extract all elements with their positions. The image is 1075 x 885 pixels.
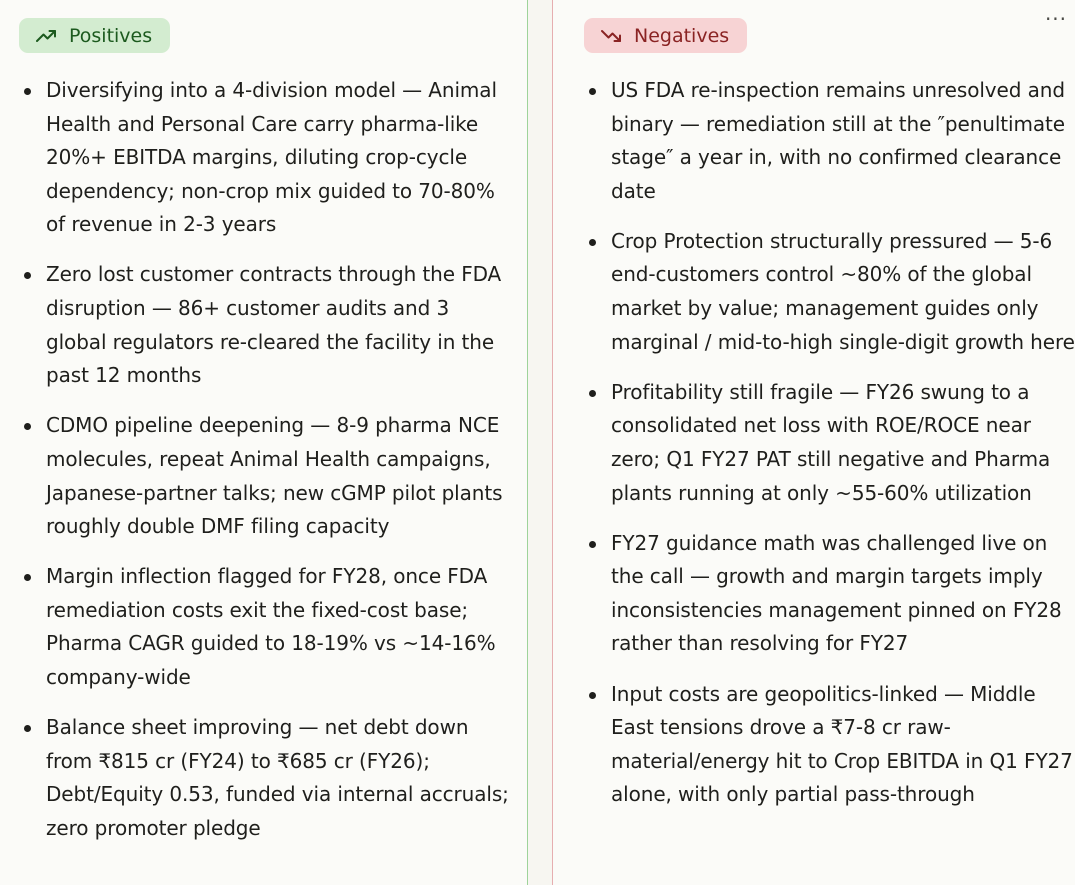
list-item (553, 527, 1075, 661)
positives-panel (0, 0, 528, 885)
bullet-dot (24, 272, 31, 279)
list-item-text: US FDA re-inspection remains unresolved and binary — remediation still at the ″penultimate stage″ a year in, with no confirmed clearance date (611, 78, 1065, 203)
list-item (553, 376, 1075, 510)
list-item (553, 678, 1075, 812)
positives-list (0, 74, 510, 862)
list-item-text: CDMO pipeline deepening — 8-9 pharma NCE molecules, repeat Animal Health campaigns, Japanese-partner talks; new cGMP pilot plants roughly double DMF filing capacity (46, 413, 503, 539)
bullet-dot (24, 574, 31, 581)
more-options-button[interactable] (1041, 8, 1071, 30)
list-item-text: Crop Protection structurally pressured — 5-6 end-customers control ~80% of the global market by value; management guides only marginal / mid-to-high single-digit growth here (611, 228, 1075, 354)
bullet-dot (24, 88, 31, 95)
list-item (553, 225, 1075, 359)
list-item (0, 560, 510, 694)
list-item (0, 74, 510, 242)
list-item-text: Profitability still fragile — FY26 swung to a consolidated net loss with ROE/ROCE near zero; Q1 FY27 PAT still negative and Pharma plants running at only ~55-60% utilization (611, 379, 1051, 505)
list-item-text: Zero lost customer contracts through the FDA disruption — 86+ customer audits and 3 global regulators re-cleared the facility in the past 12 months (46, 262, 502, 388)
trending-up-icon (36, 28, 58, 44)
list-item (0, 258, 510, 392)
list-item-text: Input costs are geopolitics-linked — Middle East tensions drove a ₹7-8 cr raw-material/energy hit to Crop EBITDA in Q1 FY27 alone, with only partial pass-through (611, 681, 1073, 807)
list-item (553, 74, 1075, 208)
bullet-dot (589, 390, 596, 397)
bullet-dot (589, 88, 596, 95)
negatives-list (553, 74, 1075, 828)
bullet-dot (24, 423, 31, 430)
more-horizontal-icon: ··· (1044, 7, 1068, 31)
negatives-panel (552, 0, 1075, 885)
bullet-dot (589, 692, 596, 699)
list-item (0, 711, 510, 845)
trending-down-icon (601, 28, 623, 44)
negatives-badge (584, 18, 747, 53)
list-item-text: Diversifying into a 4-division model — Animal Health and Personal Care carry pharma-like 20%+ EBITDA margins, diluting crop-cycle dependency; non-crop mix guided to 70-80% of revenue in 2-3 years (46, 78, 497, 237)
list-item-text: Margin inflection flagged for FY28, once FDA remediation costs exit the fixed-cost base; Pharma CAGR guided to 18-19% vs ~14-16% company-wide (46, 564, 496, 689)
bullet-dot (589, 541, 596, 548)
list-item-text: Balance sheet improving — net debt down from ₹815 cr (FY24) to ₹685 cr (FY26); Debt/Equity 0.53, funded via internal accruals; zero promoter pledge (46, 715, 509, 840)
bullet-dot (589, 239, 596, 246)
negatives-label: Negatives (634, 24, 730, 47)
bullet-dot (24, 725, 31, 732)
positives-badge (19, 18, 170, 53)
list-item-text: FY27 guidance math was challenged live on the call — growth and margin targets imply inconsistencies management pinned on FY28 rather than resolving for FY27 (611, 530, 1062, 656)
positives-label: Positives (69, 24, 153, 47)
list-item (0, 409, 510, 543)
